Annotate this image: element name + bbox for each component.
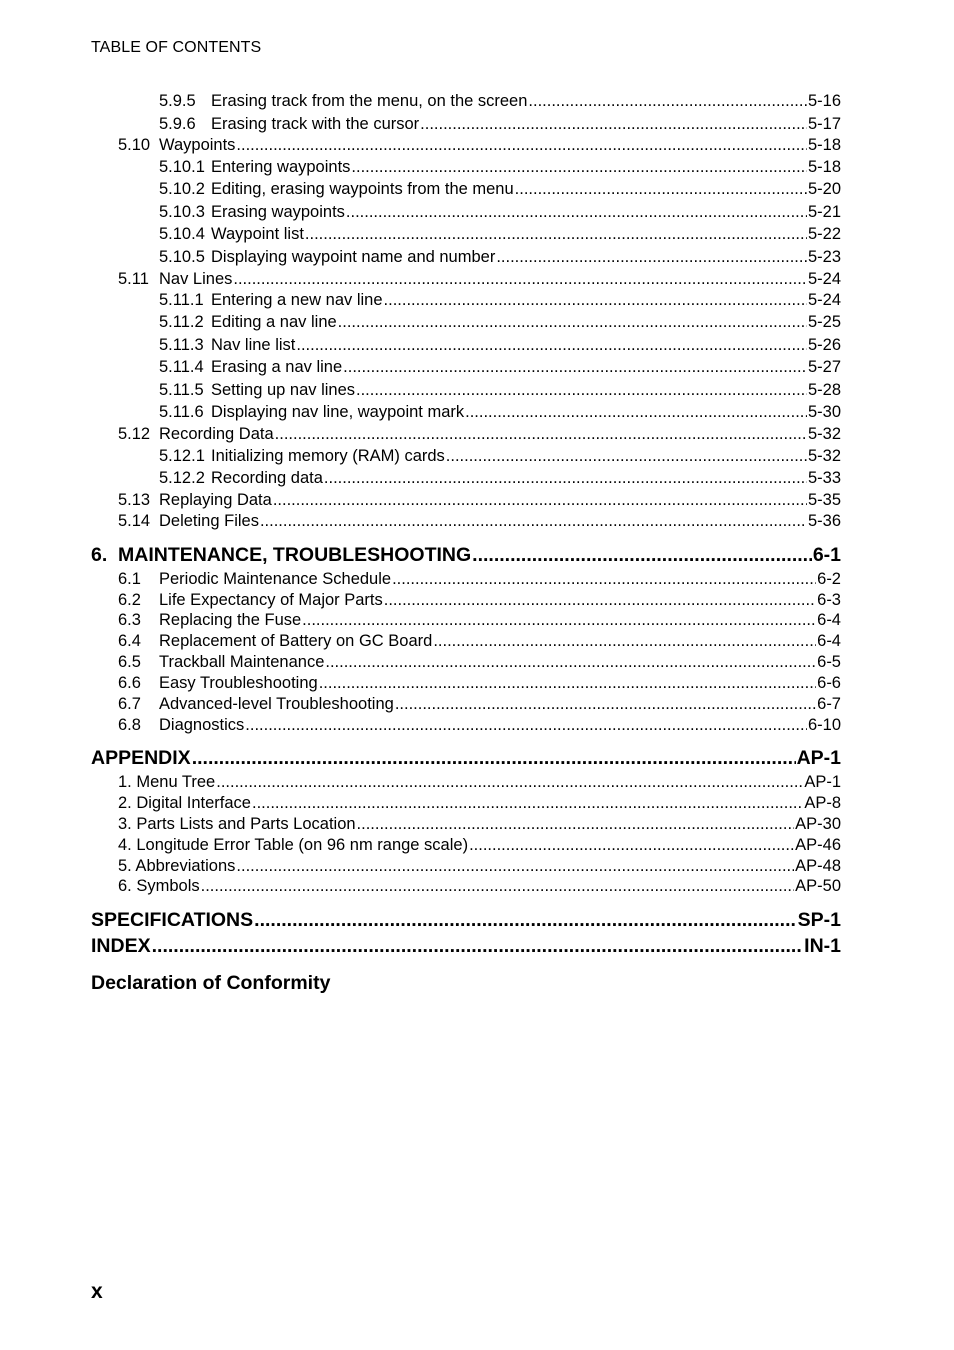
toc-entry[interactable] [118,793,841,814]
toc-chapter[interactable] [91,543,841,567]
toc-entry[interactable] [159,335,841,356]
entry-number: 5.11.2 [159,313,204,331]
dot-leader [384,290,807,311]
entry-number: 5.11.6 [159,403,204,421]
toc-entry[interactable] [118,814,841,835]
dot-leader [465,402,807,423]
entry-number: 6.3 [118,611,141,629]
entry-number: 5.10 [118,136,151,154]
toc-entry[interactable] [118,772,841,793]
entry-page: AP-46 [795,836,841,854]
toc-entry[interactable] [118,694,841,715]
entry-page: 5-16 [807,92,841,110]
entry-title: 4. Longitude Error Table (on 96 nm range scale) [118,836,469,854]
entry-number: 5.11.4 [159,358,204,376]
dot-leader [325,652,816,673]
toc-chapter[interactable] [91,934,841,958]
toc-entry[interactable] [159,224,841,245]
entry-title: Nav Lines [159,270,233,288]
toc-entry[interactable] [159,247,841,268]
toc-entry[interactable] [118,631,841,652]
dot-leader [305,224,807,245]
entry-number: 6.8 [118,716,141,734]
toc-entry[interactable] [118,590,841,611]
dot-leader [296,335,807,356]
toc-entry[interactable] [118,135,841,156]
entry-page: 6-6 [817,674,841,692]
entry-title: Entering a new nav line [211,291,383,309]
entry-title: Trackball Maintenance [159,653,325,671]
entry-title: Periodic Maintenance Schedule [159,570,392,588]
toc-entry[interactable] [118,424,841,445]
entry-number: 5.9.5 [159,92,196,110]
dot-leader [356,380,807,401]
entry-title: Recording Data [159,425,274,443]
entry-number: 5.11.1 [159,291,204,309]
toc-entry[interactable] [159,312,841,333]
toc-entry[interactable] [159,357,841,378]
dot-leader [233,269,807,290]
entry-number: 6.7 [118,695,141,713]
entry-title: Erasing a nav line [211,358,343,376]
toc-entry[interactable] [159,91,841,112]
dot-leader [192,746,796,770]
toc-entry[interactable] [159,446,841,467]
dot-leader [275,424,807,445]
chapter-number: 6. [91,544,108,566]
chapter-page: 6-1 [812,544,841,566]
entry-page: 5-21 [807,203,841,221]
entry-page: 5-28 [807,381,841,399]
dot-leader [343,357,807,378]
dot-leader [346,202,807,223]
chapter-page: AP-1 [796,747,841,769]
entry-number: 5.14 [118,512,151,530]
entry-page: 5-20 [807,180,841,198]
entry-title: 5. Abbreviations [118,857,236,875]
dot-leader [395,694,816,715]
entry-title: Erasing track from the menu, on the screen [211,92,528,110]
toc-entry[interactable] [118,652,841,673]
entry-page: 6-3 [817,591,841,609]
toc-entry[interactable] [118,569,841,590]
entry-page: 5-22 [807,225,841,243]
entry-title: Displaying nav line, waypoint mark [211,403,465,421]
entry-title: Erasing track with the cursor [211,115,420,133]
entry-page: AP-8 [804,794,841,812]
entry-title: Erasing waypoints [211,203,345,221]
entry-page: 5-27 [807,358,841,376]
entry-title: Waypoints [159,136,236,154]
entry-title: Recording data [211,469,323,487]
dot-leader [515,179,807,200]
entry-title: Editing, erasing waypoints from the menu [211,180,514,198]
entry-page: 5-18 [807,158,841,176]
entry-title: 1. Menu Tree [118,773,216,791]
entry-number: 6.2 [118,591,141,609]
dot-leader [252,793,803,814]
running-header: TABLE OF CONTENTS [91,39,262,56]
toc-entry[interactable] [159,402,841,423]
entry-title: Replaying Data [159,491,272,509]
entry-title: Advanced-level Troubleshooting [159,695,394,713]
toc-entry[interactable] [159,290,841,311]
entry-page: 6-10 [807,716,841,734]
declaration-heading[interactable]: Declaration of Conformity [91,972,331,994]
entry-number: 5.13 [118,491,151,509]
dot-leader [433,631,816,652]
chapter-title: INDEX [91,935,151,957]
dot-leader [420,114,807,135]
entry-title: 3. Parts Lists and Parts Location [118,815,356,833]
chapter-title: APPENDIX [91,747,191,769]
entry-page: 6-5 [817,653,841,671]
entry-title: Editing a nav line [211,313,337,331]
entry-page: 5-26 [807,336,841,354]
dot-leader [152,934,804,958]
entry-page: 5-24 [807,291,841,309]
toc-entry[interactable] [118,511,841,532]
entry-title: Diagnostics [159,716,245,734]
dot-leader [302,610,816,631]
dot-leader [324,468,807,489]
entry-title: Initializing memory (RAM) cards [211,447,445,465]
entry-title: Nav line list [211,336,296,354]
toc-entry[interactable] [118,610,841,631]
dot-leader [472,543,812,567]
toc-entry[interactable] [159,202,841,223]
entry-title: Deleting Files [159,512,259,530]
dot-leader [384,590,816,611]
toc-entry[interactable] [118,856,841,877]
dot-leader [216,772,803,793]
entry-page: 5-33 [807,469,841,487]
dot-leader [201,876,795,897]
toc-entry[interactable] [159,380,841,401]
dot-leader [273,490,807,511]
entry-page: 6-7 [817,695,841,713]
entry-page: 5-25 [807,313,841,331]
entry-number: 5.10.2 [159,180,205,198]
entry-number: 5.12.2 [159,469,205,487]
toc-entry[interactable] [159,468,841,489]
entry-title: Displaying waypoint name and number [211,248,496,266]
entry-title: 6. Symbols [118,877,200,895]
chapter-page: SP-1 [797,909,841,931]
entry-number: 5.12.1 [159,447,205,465]
entry-title: Waypoint list [211,225,304,243]
entry-number: 5.10.5 [159,248,205,266]
dot-leader [357,814,795,835]
entry-number: 5.12 [118,425,151,443]
entry-page: 5-32 [807,425,841,443]
dot-leader [351,157,807,178]
entry-page: 5-35 [807,491,841,509]
entry-page: 6-2 [817,570,841,588]
entry-number: 5.11.3 [159,336,204,354]
entry-page: AP-1 [804,773,841,791]
entry-page: 5-24 [807,270,841,288]
toc-entry[interactable] [118,715,841,736]
entry-number: 5.9.6 [159,115,196,133]
toc-entry[interactable] [118,835,841,856]
entry-title: Life Expectancy of Major Parts [159,591,383,609]
entry-page: 5-30 [807,403,841,421]
chapter-title: SPECIFICATIONS [91,909,254,931]
entry-page: AP-50 [795,877,841,895]
toc-entry[interactable] [118,876,841,897]
dot-leader [446,446,807,467]
toc-chapter[interactable] [91,908,841,932]
chapter-title: MAINTENANCE, TROUBLESHOOTING [118,544,472,566]
entry-title: Replacement of Battery on GC Board [159,632,433,650]
toc-entry[interactable] [159,114,841,135]
dot-leader [236,856,794,877]
dot-leader [236,135,807,156]
dot-leader [319,673,816,694]
dot-leader [260,511,807,532]
entry-page: 5-36 [807,512,841,530]
toc-entry[interactable] [118,490,841,511]
entry-number: 5.10.1 [159,158,205,176]
entry-number: 6.5 [118,653,141,671]
entry-page: 5-23 [807,248,841,266]
entry-page: AP-48 [795,857,841,875]
toc-entry[interactable] [159,179,841,200]
entry-title: Replacing the Fuse [159,611,302,629]
entry-page: 5-17 [807,115,841,133]
entry-page: AP-30 [795,815,841,833]
chapter-page: IN-1 [804,935,841,957]
entry-number: 5.11.5 [159,381,204,399]
entry-title: 2. Digital Interface [118,794,251,812]
dot-leader [254,908,796,932]
toc-entry[interactable] [118,673,841,694]
entry-number: 5.10.3 [159,203,205,221]
dot-leader [528,91,807,112]
entry-page: 5-18 [807,136,841,154]
dot-leader [496,247,807,268]
toc-entry[interactable] [118,269,841,290]
dot-leader [338,312,807,333]
entry-number: 6.4 [118,632,141,650]
entry-title: Entering waypoints [211,158,351,176]
entry-title: Setting up nav lines [211,381,356,399]
toc-entry[interactable] [159,157,841,178]
page-number: x [91,1280,103,1303]
entry-number: 6.6 [118,674,141,692]
dot-leader [245,715,807,736]
entry-page: 6-4 [817,611,841,629]
dot-leader [469,835,794,856]
entry-page: 5-32 [807,447,841,465]
dot-leader [392,569,816,590]
entry-number: 5.10.4 [159,225,205,243]
toc-chapter[interactable] [91,746,841,770]
entry-title: Easy Troubleshooting [159,674,318,692]
entry-number: 6.1 [118,570,141,588]
entry-number: 5.11 [118,270,149,288]
entry-page: 6-4 [817,632,841,650]
